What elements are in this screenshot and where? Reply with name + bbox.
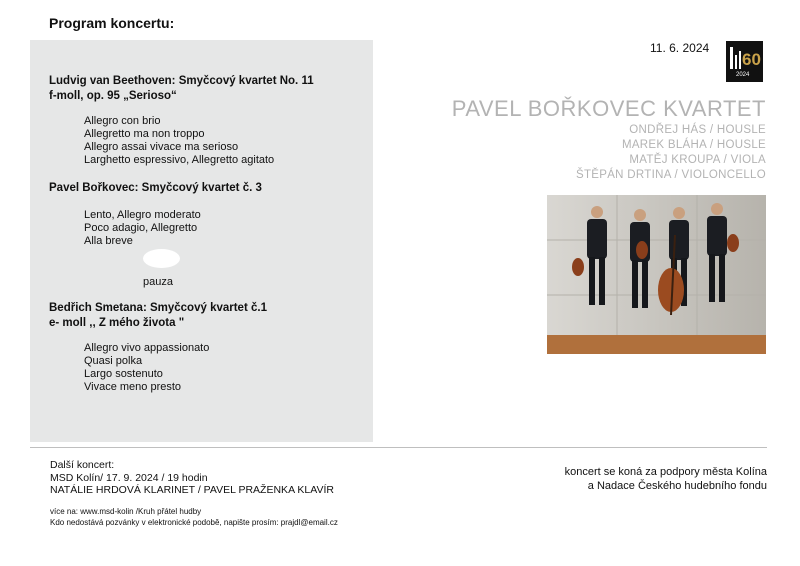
movement: Larghetto espressivo, Allegretto agitato <box>84 154 275 166</box>
member-line: ONDŘEJ HÁS / HOUSLE <box>629 124 766 136</box>
member-line: MAREK BLÁHA / HOUSLE <box>621 139 766 151</box>
movement: Alla breve <box>84 235 133 247</box>
support-line: a Nadace Českého hudebního fondu <box>587 480 767 492</box>
work-title-line: Pavel Bořkovec: Smyčcový kvartet č. 3 <box>49 182 262 194</box>
festival-logo <box>726 41 763 82</box>
ensemble-name: PAVEL BOŘKOVEC KVARTET <box>451 96 766 121</box>
movement: Allegro con brio <box>84 115 161 127</box>
logo-icon <box>726 41 763 82</box>
movement: Allegro assai vivace ma serioso <box>84 141 239 153</box>
work-title-line: e- moll ,, Z mého života " <box>49 317 185 329</box>
footer-divider <box>30 447 767 448</box>
movement: Lento, Allegro moderato <box>84 209 201 221</box>
next-concert-label: Další koncert: <box>50 459 115 471</box>
quartet-photo-icon <box>547 195 766 354</box>
program-heading: Program koncertu: <box>49 15 175 31</box>
logo-year: 2024 <box>736 72 750 78</box>
movement-list-beethoven <box>84 115 274 167</box>
movement: Largo sostenuto <box>84 368 163 380</box>
movement: Allegro vivo appassionato <box>84 342 210 354</box>
info-contact: Kdo nedostává pozvánky v elektronické podobě, napište prosím: prajdl@email.cz <box>50 518 338 527</box>
pause-label: pauza <box>143 276 173 288</box>
movement: Quasi polka <box>84 355 143 367</box>
work-title-smetana <box>49 301 267 331</box>
movement-list-borkovec <box>84 209 201 248</box>
movement: Poco adagio, Allegretto <box>84 222 198 234</box>
member-line: ŠTĚPÁN DRTINA / VIOLONCELLO <box>575 169 766 181</box>
pause-oval <box>143 249 180 268</box>
logo-number: 60 <box>742 50 761 69</box>
support-line: koncert se koná za podpory města Kolína <box>564 466 767 478</box>
work-title-line: Ludvig van Beethoven: Smyčcový kvartet No. 11 <box>49 75 314 87</box>
work-title-borkovec <box>49 181 262 196</box>
member-line: MATĚJ KROUPA / VIOLA <box>629 154 766 166</box>
next-concert-venue: MSD Kolín/ 17. 9. 2024 / 19 hodin <box>50 472 208 484</box>
work-title-beethoven <box>49 74 314 104</box>
info-website: více na: www.msd-kolin /Kruh přátel hudby <box>50 507 202 516</box>
movement: Allegretto ma non troppo <box>84 128 205 140</box>
concert-date: 11. 6. 2024 <box>650 41 710 55</box>
movement-list-smetana <box>84 342 209 394</box>
work-title-line: Bedřich Smetana: Smyčcový kvartet č.1 <box>49 302 267 314</box>
quartet-photo <box>547 195 766 354</box>
movement: Vivace meno presto <box>84 381 182 393</box>
next-concert-performers: NATÁLIE HRDOVÁ KLARINET / PAVEL PRAŽENKA KLAVÍR <box>50 484 334 496</box>
work-title-line: f-moll, op. 95 „Serioso“ <box>49 90 177 102</box>
